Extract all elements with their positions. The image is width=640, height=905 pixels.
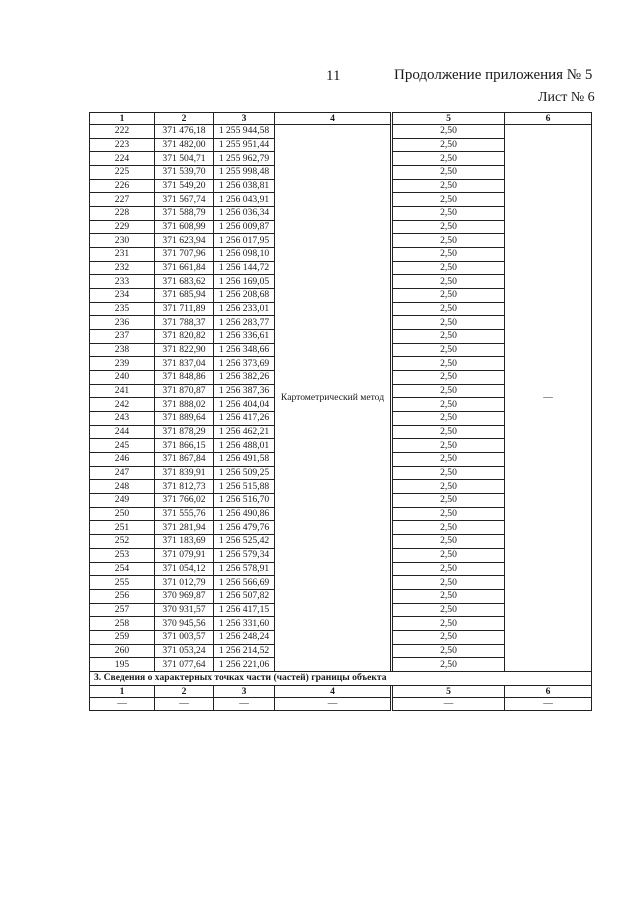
coord-x: 371 555,76 (155, 507, 214, 521)
coord-x: 371 683,62 (155, 275, 214, 289)
point-number: 234 (90, 289, 155, 303)
table-row (90, 125, 592, 139)
accuracy-value: 2,50 (393, 507, 505, 521)
coord-y: 1 255 951,44 (214, 138, 275, 152)
section-3-cell: — (393, 697, 505, 711)
coord-y: 1 256 036,34 (214, 207, 275, 221)
coord-x: 371 848,86 (155, 371, 214, 385)
accuracy-value: 2,50 (393, 658, 505, 672)
accuracy-value: 2,50 (393, 234, 505, 248)
point-number: 231 (90, 248, 155, 262)
accuracy-value: 2,50 (393, 316, 505, 330)
accuracy-value: 2,50 (393, 357, 505, 371)
coord-x: 371 867,84 (155, 453, 214, 467)
accuracy-value: 2,50 (393, 562, 505, 576)
point-number: 242 (90, 398, 155, 412)
coord-y: 1 256 479,76 (214, 521, 275, 535)
accuracy-value: 2,50 (393, 152, 505, 166)
accuracy-value: 2,50 (393, 480, 505, 494)
point-number: 240 (90, 371, 155, 385)
point-number: 259 (90, 630, 155, 644)
coord-y: 1 256 283,77 (214, 316, 275, 330)
table-header-row (90, 113, 592, 125)
page-number: 11 (326, 68, 341, 84)
section-3-cell: — (275, 697, 391, 711)
coord-y: 1 256 488,01 (214, 439, 275, 453)
coord-x: 371 504,71 (155, 152, 214, 166)
coord-y: 1 256 098,10 (214, 248, 275, 262)
accuracy-value: 2,50 (393, 535, 505, 549)
coord-x: 371 608,99 (155, 220, 214, 234)
coord-y: 1 256 043,91 (214, 193, 275, 207)
coord-x: 371 012,79 (155, 576, 214, 590)
point-number: 228 (90, 207, 155, 221)
section-3-column-1: 1 (90, 685, 155, 697)
point-number: 251 (90, 521, 155, 535)
coord-y: 1 256 169,05 (214, 275, 275, 289)
coord-x: 371 549,20 (155, 179, 214, 193)
coord-x: 371 476,18 (155, 125, 214, 139)
coord-y: 1 255 944,58 (214, 125, 275, 139)
point-number: 255 (90, 576, 155, 590)
column-header-4: 4 (275, 113, 391, 125)
point-number: 227 (90, 193, 155, 207)
section-3-cell: — (505, 697, 592, 711)
section-3-cell: — (155, 697, 214, 711)
coord-y: 1 256 566,69 (214, 576, 275, 590)
point-number: 247 (90, 466, 155, 480)
section-3-title: 3. Сведения о характерных точках части (частей) границы объекта (90, 671, 592, 685)
coord-x: 370 969,87 (155, 589, 214, 603)
coord-x: 371 685,94 (155, 289, 214, 303)
coord-x: 370 945,56 (155, 617, 214, 631)
coord-x: 371 711,89 (155, 302, 214, 316)
point-number: 244 (90, 425, 155, 439)
accuracy-value: 2,50 (393, 548, 505, 562)
coord-y: 1 256 515,88 (214, 480, 275, 494)
coord-x: 371 866,15 (155, 439, 214, 453)
accuracy-value: 2,50 (393, 466, 505, 480)
accuracy-value: 2,50 (393, 453, 505, 467)
accuracy-value: 2,50 (393, 179, 505, 193)
section-3-header-row (90, 685, 592, 697)
accuracy-value: 2,50 (393, 576, 505, 590)
point-number: 243 (90, 412, 155, 426)
coord-y: 1 256 417,26 (214, 412, 275, 426)
point-number: 246 (90, 453, 155, 467)
coord-y: 1 256 578,91 (214, 562, 275, 576)
coord-y: 1 256 233,01 (214, 302, 275, 316)
section-3-column-2: 2 (155, 685, 214, 697)
point-number: 249 (90, 494, 155, 508)
coord-x: 371 707,96 (155, 248, 214, 262)
point-number: 253 (90, 548, 155, 562)
coord-y: 1 256 516,70 (214, 494, 275, 508)
coord-x: 371 812,73 (155, 480, 214, 494)
column-header-5: 5 (393, 113, 505, 125)
coord-x: 371 588,79 (155, 207, 214, 221)
accuracy-value: 2,50 (393, 166, 505, 180)
point-number: 223 (90, 138, 155, 152)
accuracy-value: 2,50 (393, 343, 505, 357)
accuracy-value: 2,50 (393, 275, 505, 289)
coord-x: 371 183,69 (155, 535, 214, 549)
accuracy-value: 2,50 (393, 261, 505, 275)
accuracy-value: 2,50 (393, 384, 505, 398)
method-cell: Картометрический метод (275, 125, 391, 672)
section-3-column-6: 6 (505, 685, 592, 697)
coord-y: 1 256 373,69 (214, 357, 275, 371)
coord-x: 371 878,29 (155, 425, 214, 439)
accuracy-value: 2,50 (393, 371, 505, 385)
coord-x: 371 054,12 (155, 562, 214, 576)
column-header-2: 2 (155, 113, 214, 125)
point-number: 254 (90, 562, 155, 576)
coord-x: 371 788,37 (155, 316, 214, 330)
point-number: 252 (90, 535, 155, 549)
coord-x: 371 567,74 (155, 193, 214, 207)
coord-x: 371 003,57 (155, 630, 214, 644)
point-number: 236 (90, 316, 155, 330)
point-number: 237 (90, 330, 155, 344)
coord-y: 1 256 221,06 (214, 658, 275, 672)
coord-y: 1 256 348,66 (214, 343, 275, 357)
coord-y: 1 256 009,87 (214, 220, 275, 234)
accuracy-value: 2,50 (393, 330, 505, 344)
accuracy-value: 2,50 (393, 302, 505, 316)
coord-y: 1 256 038,81 (214, 179, 275, 193)
accuracy-value: 2,50 (393, 630, 505, 644)
coord-x: 371 077,64 (155, 658, 214, 672)
point-number: 250 (90, 507, 155, 521)
point-number: 238 (90, 343, 155, 357)
coord-y: 1 255 962,79 (214, 152, 275, 166)
coord-y: 1 256 382,26 (214, 371, 275, 385)
coord-x: 371 870,87 (155, 384, 214, 398)
coord-y: 1 256 525,42 (214, 535, 275, 549)
coord-x: 371 053,24 (155, 644, 214, 658)
coord-y: 1 256 208,68 (214, 289, 275, 303)
point-number: 230 (90, 234, 155, 248)
accuracy-value: 2,50 (393, 617, 505, 631)
point-number: 233 (90, 275, 155, 289)
column-header-6: 6 (505, 113, 592, 125)
coord-y: 1 256 491,58 (214, 453, 275, 467)
section-3-column-3: 3 (214, 685, 275, 697)
coord-x: 371 661,84 (155, 261, 214, 275)
point-number: 232 (90, 261, 155, 275)
accuracy-value: 2,50 (393, 494, 505, 508)
coord-y: 1 256 144,72 (214, 261, 275, 275)
coord-x: 371 837,04 (155, 357, 214, 371)
column-header-1: 1 (90, 113, 155, 125)
coord-x: 371 820,82 (155, 330, 214, 344)
coord-y: 1 256 331,60 (214, 617, 275, 631)
point-number: 225 (90, 166, 155, 180)
coord-x: 371 889,64 (155, 412, 214, 426)
accuracy-value: 2,50 (393, 398, 505, 412)
coord-y: 1 256 387,36 (214, 384, 275, 398)
coord-x: 371 623,94 (155, 234, 214, 248)
description-cell: — (505, 125, 592, 672)
accuracy-value: 2,50 (393, 289, 505, 303)
column-header-3: 3 (214, 113, 275, 125)
accuracy-value: 2,50 (393, 193, 505, 207)
point-number: 260 (90, 644, 155, 658)
sheet-label: Лист № 6 (538, 90, 595, 105)
coord-x: 371 539,70 (155, 166, 214, 180)
section-3-cell: — (214, 697, 275, 711)
coord-y: 1 256 248,24 (214, 630, 275, 644)
accuracy-value: 2,50 (393, 644, 505, 658)
accuracy-value: 2,50 (393, 248, 505, 262)
section-3-title-row (90, 671, 592, 685)
coord-x: 371 079,91 (155, 548, 214, 562)
point-number: 245 (90, 439, 155, 453)
accuracy-value: 2,50 (393, 138, 505, 152)
section-3-column-4: 4 (275, 685, 391, 697)
accuracy-value: 2,50 (393, 521, 505, 535)
coord-y: 1 256 336,61 (214, 330, 275, 344)
section-3-cell: — (90, 697, 155, 711)
appendix-title: Продолжение приложения № 5 (394, 67, 593, 83)
accuracy-value: 2,50 (393, 589, 505, 603)
accuracy-value: 2,50 (393, 207, 505, 221)
coord-y: 1 256 404,04 (214, 398, 275, 412)
coord-y: 1 256 509,25 (214, 466, 275, 480)
accuracy-value: 2,50 (393, 220, 505, 234)
point-number: 241 (90, 384, 155, 398)
coord-x: 371 822,90 (155, 343, 214, 357)
point-number: 235 (90, 302, 155, 316)
coord-y: 1 256 214,52 (214, 644, 275, 658)
coord-x: 371 281,94 (155, 521, 214, 535)
coord-x: 371 482,00 (155, 138, 214, 152)
point-number: 226 (90, 179, 155, 193)
point-number: 195 (90, 658, 155, 672)
coord-x: 370 931,57 (155, 603, 214, 617)
point-number: 256 (90, 589, 155, 603)
section-3-column-5: 5 (393, 685, 505, 697)
coord-y: 1 256 017,95 (214, 234, 275, 248)
point-number: 239 (90, 357, 155, 371)
accuracy-value: 2,50 (393, 412, 505, 426)
coord-y: 1 256 579,34 (214, 548, 275, 562)
point-number: 224 (90, 152, 155, 166)
point-number: 229 (90, 220, 155, 234)
coord-y: 1 255 998,48 (214, 166, 275, 180)
coord-x: 371 766,02 (155, 494, 214, 508)
coord-y: 1 256 507,82 (214, 589, 275, 603)
coord-y: 1 256 462,21 (214, 425, 275, 439)
coord-y: 1 256 490,86 (214, 507, 275, 521)
section-3-data-row (90, 697, 592, 711)
point-number: 257 (90, 603, 155, 617)
point-number: 248 (90, 480, 155, 494)
accuracy-value: 2,50 (393, 125, 505, 139)
coordinates-table (89, 112, 592, 711)
accuracy-value: 2,50 (393, 439, 505, 453)
accuracy-value: 2,50 (393, 425, 505, 439)
point-number: 258 (90, 617, 155, 631)
coord-x: 371 888,02 (155, 398, 214, 412)
coord-x: 371 839,91 (155, 466, 214, 480)
accuracy-value: 2,50 (393, 603, 505, 617)
coord-y: 1 256 417,15 (214, 603, 275, 617)
point-number: 222 (90, 125, 155, 139)
